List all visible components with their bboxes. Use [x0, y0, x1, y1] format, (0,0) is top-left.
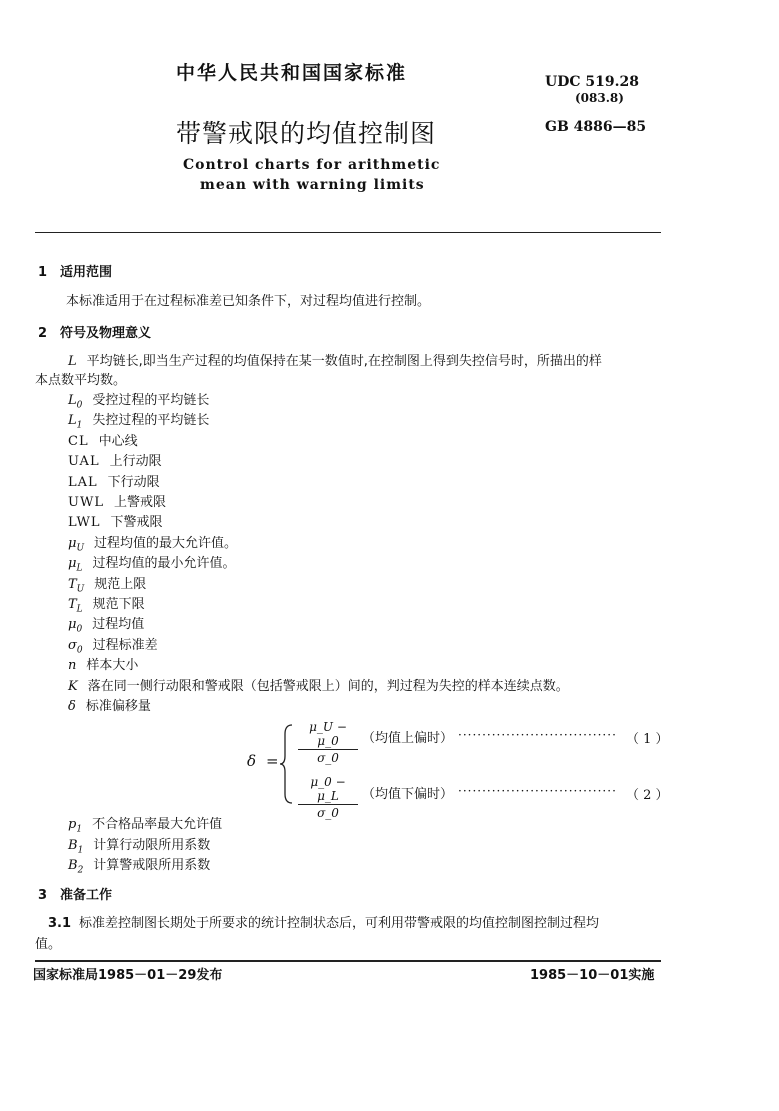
symbol-glyph: $\mu_U$ — [68, 535, 85, 554]
symbol-row — [68, 471, 160, 490]
symbol-description: 过程均值的最大允许值。 — [94, 535, 238, 551]
symbol-glyph: $\mu_0$ — [68, 617, 83, 635]
section-2-heading: 2 符号及物理意义 — [38, 326, 152, 341]
section-1-heading: 1 适用范围 — [38, 265, 113, 280]
formula-fraction-2-numerator: μ_0 − μ_L — [298, 775, 358, 805]
symbol-row — [68, 532, 237, 554]
formula-leader-dots-2: ································· — [458, 784, 617, 798]
symbol-glyph: $p_1$ — [68, 817, 83, 835]
section-3-heading: 3 准备工作 — [38, 888, 113, 903]
symbol-description: 失控过程的平均链长 — [92, 413, 210, 429]
formula-number-1: （ 1 ） — [626, 732, 669, 747]
symbol-row — [68, 675, 569, 694]
formula-brace — [279, 724, 293, 804]
symbol-description: 过程均值的最小允许值。 — [92, 556, 236, 572]
symbol-description: 受控过程的平均链长 — [92, 393, 210, 408]
symbol-description: 中心线 — [98, 433, 138, 449]
udc-code-sub: (083.8) — [575, 91, 624, 105]
symbol-description: 计算警戒限所用系数 — [93, 858, 211, 873]
symbol-glyph: K — [68, 678, 78, 694]
issuing-organization: 中华人民共和国国家标准 — [176, 62, 408, 84]
symbol-description: 过程均值 — [92, 617, 145, 633]
symbol-glyph: UWL — [68, 495, 104, 510]
standard-title-chinese: 带警戒限的均值控制图 — [176, 119, 437, 148]
formula-fraction-1-numerator: μ_U − μ_0 — [298, 720, 358, 750]
symbol-row — [68, 573, 146, 595]
formula-fraction-1-denominator: σ_0 — [317, 751, 339, 765]
symbol-description: 样本大小 — [86, 658, 139, 674]
symbol-description: 落在同一侧行动限和警戒限（包括警戒限上）间的，判过程为失控的样本连续点数。 — [87, 678, 569, 694]
symbol-glyph: UAL — [68, 454, 100, 470]
symbol-L: L — [68, 354, 77, 369]
standard-title-english-line2: mean with warning limits — [200, 177, 425, 193]
symbol-glyph: LAL — [68, 474, 98, 490]
symbol-description: 规范下限 — [92, 597, 145, 612]
symbol-glyph: CL — [68, 433, 89, 449]
formula-fraction-2-denominator: σ_0 — [317, 806, 339, 820]
symbol-description: 不合格品率最大允许值 — [92, 817, 223, 832]
symbol-description: 上警戒限 — [113, 495, 166, 510]
symbol-glyph: $B_1$ — [68, 837, 84, 856]
symbol-description: 下行动限 — [107, 474, 160, 490]
section-1-body: 本标准适用于在过程标准差已知条件下，对过程均值进行控制。 — [66, 294, 431, 309]
clause-3-1-line2: 值。 — [35, 937, 62, 952]
symbol-row — [68, 389, 209, 411]
header-divider — [35, 232, 661, 233]
formula-leader-dots-1: ································· — [458, 728, 617, 742]
symbol-row — [68, 491, 166, 510]
symbol-glyph: $T_U$ — [68, 576, 85, 595]
symbol-row — [68, 409, 209, 431]
symbol-description: 下警戒限 — [110, 515, 163, 531]
symbol-description: 标准偏移量 — [85, 699, 151, 714]
symbol-row — [68, 450, 162, 469]
symbol-glyph: δ — [68, 699, 76, 714]
symbol-glyph: $L_1$ — [68, 413, 83, 431]
symbol-row — [68, 834, 210, 856]
formula-condition-1: （均值上偏时） — [362, 731, 454, 746]
effective-date: 1985－10－01实施 — [530, 968, 655, 983]
symbol-glyph: n — [68, 658, 77, 674]
gb-standard-number: GB 4886—85 — [545, 119, 647, 135]
formula-number-2: （ 2 ） — [626, 788, 669, 803]
formula-fraction-1 — [298, 720, 358, 765]
symbol-glyph: $\sigma_0$ — [68, 637, 83, 656]
footer-divider — [35, 960, 661, 962]
symbol-row — [68, 552, 235, 574]
formula-delta: δ — [247, 752, 257, 770]
symbol-L-row — [68, 350, 602, 369]
symbol-row — [68, 430, 138, 449]
symbol-row — [68, 634, 158, 656]
standard-title-english-line1: Control charts for arithmetic — [183, 157, 441, 173]
symbol-L-description-cont: 本点数平均数。 — [35, 373, 127, 388]
symbol-glyph: $T_L$ — [68, 597, 83, 615]
symbol-description: 计算行动限所用系数 — [93, 837, 211, 853]
symbol-glyph: $B_2$ — [68, 858, 84, 876]
clause-3-1-number: 3.1 — [48, 916, 72, 931]
symbol-row — [68, 695, 151, 714]
udc-code: UDC 519.28 — [545, 74, 639, 90]
symbol-row — [68, 654, 138, 673]
symbol-description: 上行动限 — [109, 454, 162, 470]
symbol-glyph: $L_0$ — [68, 393, 83, 411]
symbol-row — [68, 511, 163, 530]
formula-condition-2: （均值下偏时） — [362, 787, 454, 802]
clause-3-1-text: 标准差控制图长期处于所要求的统计控制状态后，可利用带警戒限的均值控制图控制过程均 — [79, 916, 600, 931]
formula-fraction-2 — [298, 775, 358, 820]
symbol-row — [68, 813, 222, 835]
symbol-row — [68, 593, 145, 615]
issue-date: 国家标准局1985－01－29发布 — [33, 968, 223, 983]
symbol-row — [68, 854, 210, 876]
symbol-description: 过程标准差 — [92, 637, 158, 653]
clause-3-1-line1 — [48, 912, 599, 931]
symbol-glyph: LWL — [68, 515, 101, 531]
symbol-row — [68, 613, 144, 635]
symbol-description: 规范上限 — [94, 576, 147, 592]
symbol-L-description: 平均链长,即当生产过程的均值保持在某一数值时,在控制图上得到失控信号时，所描出的样 — [86, 354, 602, 369]
formula-equals: = — [266, 752, 279, 770]
symbol-glyph: $\mu_L$ — [68, 556, 83, 574]
